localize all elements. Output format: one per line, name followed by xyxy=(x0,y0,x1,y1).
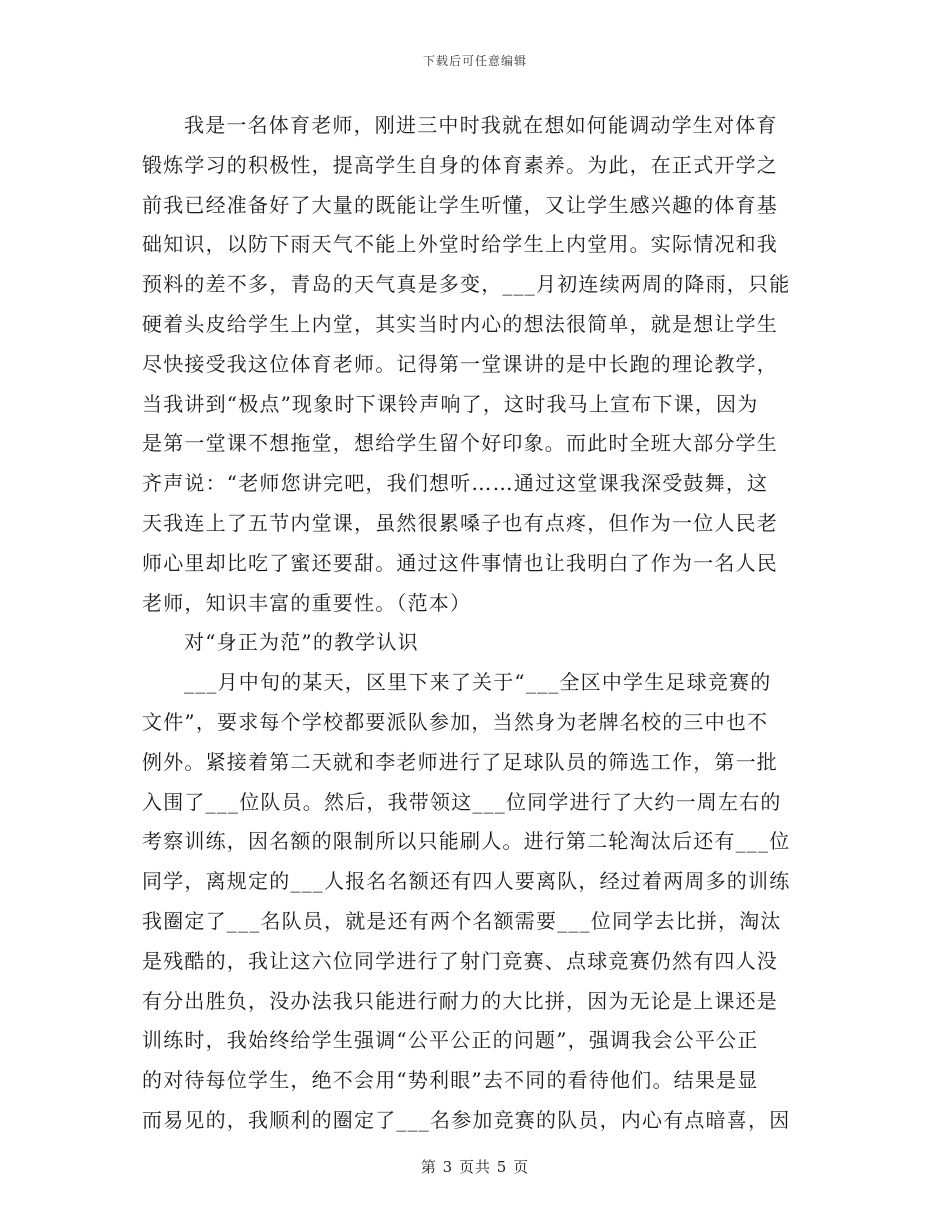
body-line: 同学，离规定的___人报名名额还有四人要离队，经过着两周多的训练 xyxy=(142,869,791,894)
body-line: 是第一堂课不想拖堂，想给学生留个好印象。而此时全班大部分学生 xyxy=(142,431,778,456)
body-line: 预料的差不多，青岛的天气真是多变，___月初连续两周的降雨，只能 xyxy=(142,272,791,297)
body-line: 础知识，以防下雨天气不能上外堂时给学生上内堂用。实际情况和我 xyxy=(142,232,778,257)
body-line: 硬着头皮给学生上内堂，其实当时内心的想法很简单，就是想让学生 xyxy=(142,311,778,336)
body-line: 锻炼学习的积极性，提高学生自身的体育素养。为此，在正式开学之 xyxy=(142,152,778,177)
body-line: 前我已经准备好了大量的既能让学生听懂，又让学生感兴趣的体育基 xyxy=(142,192,778,217)
body-line: 训练时，我始终给学生强调“公平公正的问题”，强调我会公平公正 xyxy=(142,1028,759,1053)
document-body xyxy=(142,106,802,1141)
body-line: 尽快接受我这位体育老师。记得第一堂课讲的是中长跑的理论教学， xyxy=(142,351,778,376)
body-line: 师心里却比吃了蜜还要甜。通过这件事情也让我明白了作为一名人民 xyxy=(142,550,778,575)
body-line: 我圈定了___名队员，就是还有两个名额需要___位同学去比拼，淘汰 xyxy=(142,908,782,933)
body-line: 而易见的，我顺利的圈定了___名参加竞赛的队员，内心有点暗喜，因 xyxy=(142,1107,791,1132)
body-line: 考察训练，因名额的限制所以只能刷人。进行第二轮淘汰后还有___位 xyxy=(142,829,791,854)
body-line: 我是一名体育老师，刚进三中时我就在想如何能调动学生对体育 xyxy=(184,113,778,137)
body-line: 天我连上了五节内堂课，虽然很累嗓子也有点疼，但作为一位人民老 xyxy=(142,510,778,535)
body-line: 的对待每位学生，绝不会用“势利眼”去不同的看待他们。结果是显 xyxy=(142,1068,759,1093)
body-line: ___月中旬的某天，区里下来了关于“___全区中学生足球竞赛的 xyxy=(184,670,772,695)
section-heading: 对“身正为范”的教学认识 xyxy=(184,630,419,655)
page-number: 第 3 页共 5 页 xyxy=(420,1158,530,1176)
body-line: 入围了___位队员。然后，我带领这___位同学进行了大约一周左右的 xyxy=(142,789,782,814)
body-line: 老师，知识丰富的重要性。（范本） xyxy=(142,590,472,615)
body-line: 齐声说：“老师您讲完吧，我们想听……通过这堂课我深受鼓舞，这 xyxy=(142,471,769,496)
body-line: 是残酷的，我让这六位同学进行了射门竞赛、点球竞赛仍然有四人没 xyxy=(142,948,778,973)
page-header: 下载后可任意编辑 xyxy=(422,54,527,68)
body-line: 有分出胜负，没办法我只能进行耐力的大比拼，因为无论是上课还是 xyxy=(142,988,778,1013)
body-line: 文件”，要求每个学校都要派队参加，当然身为老牌名校的三中也不 xyxy=(142,709,769,734)
body-line: 例外。紧接着第二天就和李老师进行了足球队员的筛选工作，第一批 xyxy=(142,749,778,774)
body-line: 当我讲到“极点”现象时下课铃声响了，这时我马上宣布下课，因为 xyxy=(142,391,759,416)
